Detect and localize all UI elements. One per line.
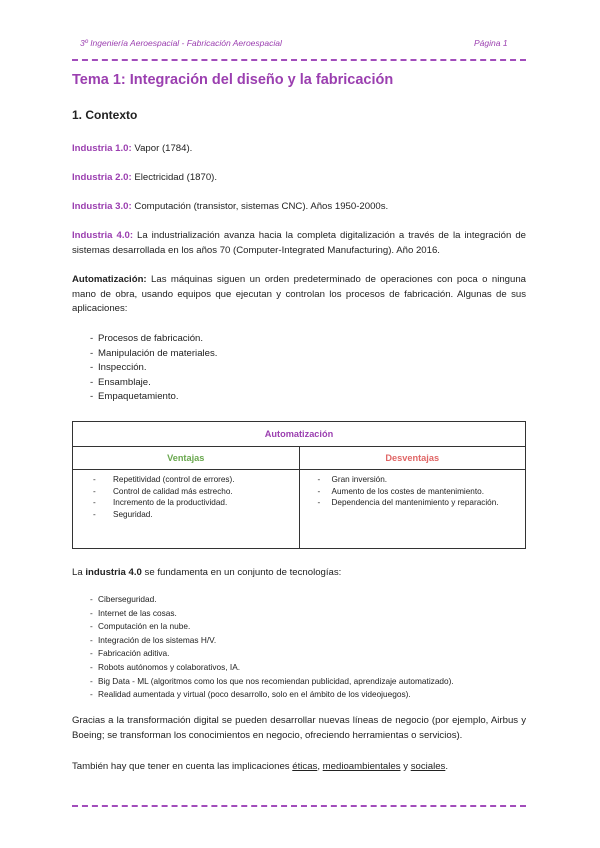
implications-social: sociales — [410, 761, 446, 772]
list-item: - Computación en la nube. — [72, 620, 454, 634]
list-item: - Realidad aumentada y virtual (poco desarrollo, solo en el ámbito de los videojuegos). — [72, 688, 454, 702]
implications-ethical: éticas — [292, 761, 318, 772]
pros-list — [73, 474, 299, 520]
list-item: - Integración de los sistemas H/V. — [72, 634, 454, 648]
industry-2-label: Industria 2.0: — [72, 172, 132, 183]
industry-2-text: Electricidad (1870). — [131, 172, 218, 183]
implications-sep: , — [317, 761, 323, 772]
table-title: Automatización — [73, 422, 526, 447]
pros-cell — [73, 470, 300, 549]
industry-4-text: La industrialización avanza hacia la completa digitalización a través de la integración de sistemas desarrollada en los años 70 (Computer-Integrated Manufacturing). Año 2016. — [72, 230, 526, 256]
industry-4-paragraph — [72, 229, 526, 258]
header-course: 3º Ingeniería Aeroespacial - Fabricación Aeroespacial — [80, 38, 282, 48]
list-item: - Empaquetamiento. — [72, 390, 217, 405]
automation-text: Las máquinas siguen un orden predeterminado de operaciones con poca o ninguna mano de obra, usando equipos que ejecutan y controlan los procesos de fabricación. Algunas de sus aplicaciones: — [72, 274, 526, 314]
industry40-pre: La — [72, 567, 86, 578]
technologies-list — [72, 593, 454, 702]
list-item: - Fabricación aditiva. — [72, 647, 454, 661]
industry-3-text: Computación (transistor, sistemas CNC). Años 1950-2000s. — [131, 201, 389, 212]
industry40-post: se fundamenta en un conjunto de tecnologías: — [141, 567, 342, 578]
digital-transformation-paragraph: Gracias a la transformación digital se pueden desarrollar nuevas líneas de negocio (por ejemplo, Airbus y Boeing; se transforman los conocimientos en negocio, ofreciendo herramientas o servicios). — [72, 715, 526, 741]
automation-paragraph — [72, 273, 526, 317]
automation-label: Automatización: — [72, 274, 147, 285]
cons-cell — [299, 470, 526, 549]
list-item: - Aumento de los costes de mantenimiento. — [300, 486, 526, 498]
industry-1-paragraph — [72, 142, 526, 157]
list-item: - Ciberseguridad. — [72, 593, 454, 607]
industry40-intro — [72, 566, 526, 581]
list-item: - Control de calidad más estrecho. — [73, 486, 299, 498]
cons-list — [300, 474, 526, 509]
footer-divider — [72, 805, 526, 807]
pros-header: Ventajas — [73, 447, 300, 470]
list-item: - Procesos de fabricación. — [72, 332, 217, 347]
page-title: Tema 1: Integración del diseño y la fabricación — [72, 72, 394, 88]
header-page-number: Página 1 — [474, 38, 508, 48]
list-item: - Inspección. — [72, 361, 217, 376]
industry-3-paragraph — [72, 200, 526, 215]
implications-end: . — [445, 761, 449, 772]
implications-sep: y — [400, 761, 411, 772]
list-item: - Repetitividad (control de errores). — [73, 474, 299, 486]
list-item: - Seguridad. — [73, 509, 299, 521]
section-heading: 1. Contexto — [72, 108, 138, 122]
list-item: - Internet de las cosas. — [72, 607, 454, 621]
list-item: - Big Data - ML (algoritmos como los que nos recomiendan publicidad, aprendizaje automatizado). — [72, 675, 454, 689]
industry-1-label: Industria 1.0: — [72, 143, 132, 154]
implications-paragraph — [72, 760, 526, 775]
list-item: - Ensamblaje. — [72, 376, 217, 391]
industry-4-label: Industria 4.0: — [72, 230, 134, 241]
list-item: - Gran inversión. — [300, 474, 526, 486]
header-divider — [72, 59, 526, 61]
cons-header: Desventajas — [299, 447, 526, 470]
automation-applications-list — [72, 332, 217, 405]
industry-2-paragraph — [72, 171, 526, 186]
implications-environmental: medioambientales — [322, 761, 401, 772]
industry-1-text: Vapor (1784). — [131, 143, 193, 154]
list-item: - Incremento de la productividad. — [73, 497, 299, 509]
implications-pre: También hay que tener en cuenta las implicaciones — [72, 761, 293, 772]
industry-3-label: Industria 3.0: — [72, 201, 132, 212]
automation-table — [72, 421, 526, 549]
list-item: - Manipulación de materiales. — [72, 347, 217, 362]
list-item: - Dependencia del mantenimiento y reparación. — [300, 497, 526, 509]
industry40-bold: industria 4.0 — [85, 567, 142, 578]
list-item: - Robots autónomos y colaborativos, IA. — [72, 661, 454, 675]
